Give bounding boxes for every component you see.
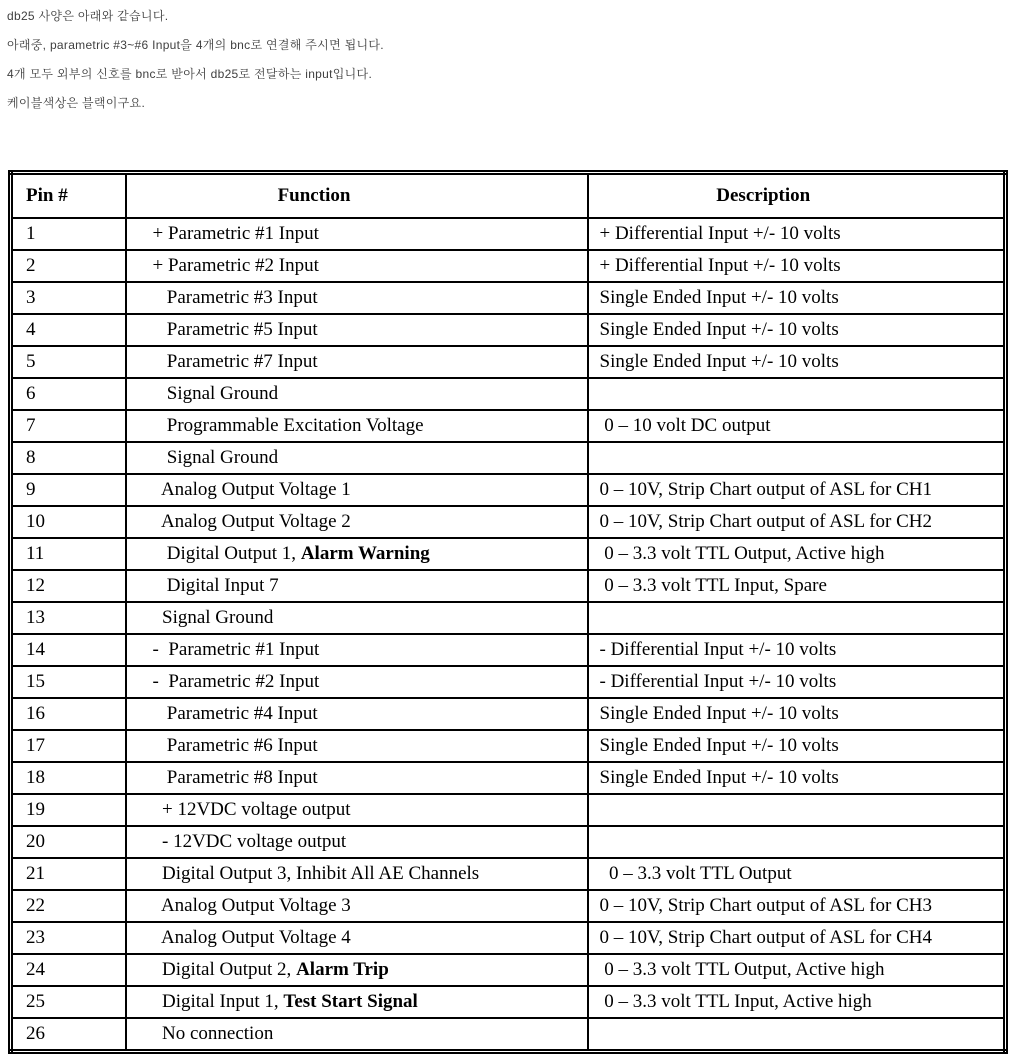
pin-cell: 3 (11, 282, 126, 314)
function-cell: Parametric #5 Input (126, 314, 588, 346)
table-row (11, 954, 1006, 986)
pin-cell: 22 (11, 890, 126, 922)
description-cell: Single Ended Input +/- 10 volts (588, 698, 1006, 730)
description-cell: 0 – 3.3 volt TTL Input, Active high (588, 986, 1006, 1018)
table-header-row (11, 173, 1006, 219)
description-cell: + Differential Input +/- 10 volts (588, 250, 1006, 282)
pin-cell: 10 (11, 506, 126, 538)
table-row (11, 794, 1006, 826)
function-cell: Parametric #6 Input (126, 730, 588, 762)
function-cell: + Parametric #2 Input (126, 250, 588, 282)
function-cell: Digital Output 2, Alarm Trip (126, 954, 588, 986)
description-cell: 0 – 3.3 volt TTL Input, Spare (588, 570, 1006, 602)
function-cell: No connection (126, 1018, 588, 1052)
pin-cell: 14 (11, 634, 126, 666)
description-cell (588, 442, 1006, 474)
function-cell: Signal Ground (126, 442, 588, 474)
description-cell: 0 – 10V, Strip Chart output of ASL for CH1 (588, 474, 1006, 506)
table-row (11, 218, 1006, 250)
description-cell (588, 378, 1006, 410)
table-row (11, 1018, 1006, 1052)
pin-cell: 24 (11, 954, 126, 986)
pin-cell: 23 (11, 922, 126, 954)
table-row (11, 570, 1006, 602)
pin-cell: 6 (11, 378, 126, 410)
function-cell: Programmable Excitation Voltage (126, 410, 588, 442)
table-row (11, 506, 1006, 538)
pin-cell: 9 (11, 474, 126, 506)
pin-cell: 8 (11, 442, 126, 474)
description-cell: Single Ended Input +/- 10 volts (588, 730, 1006, 762)
function-cell: + 12VDC voltage output (126, 794, 588, 826)
intro-line-3: 4개 모두 외부의 신호를 bnc로 받아서 db25로 전달하는 input입니다. (7, 67, 373, 81)
pin-cell: 7 (11, 410, 126, 442)
description-cell: 0 – 10V, Strip Chart output of ASL for CH2 (588, 506, 1006, 538)
table-row (11, 826, 1006, 858)
description-cell: Single Ended Input +/- 10 volts (588, 314, 1006, 346)
function-cell: Digital Output 1, Alarm Warning (126, 538, 588, 570)
header-pin: Pin # (11, 173, 126, 219)
header-description: Description (588, 173, 1006, 219)
pin-cell: 13 (11, 602, 126, 634)
description-cell: Single Ended Input +/- 10 volts (588, 346, 1006, 378)
table-row (11, 922, 1006, 954)
function-cell: Digital Input 1, Test Start Signal (126, 986, 588, 1018)
intro-line-2: 아래중, parametric #3~#6 Input을 4개의 bnc로 연결해 주시면 됩니다. (7, 38, 384, 52)
pin-cell: 16 (11, 698, 126, 730)
table-row (11, 634, 1006, 666)
table-row (11, 474, 1006, 506)
pin-cell: 15 (11, 666, 126, 698)
intro-line-4: 케이블색상은 블랙이구요. (7, 96, 146, 110)
function-cell: Digital Output 3, Inhibit All AE Channels (126, 858, 588, 890)
description-cell (588, 826, 1006, 858)
function-cell: Analog Output Voltage 3 (126, 890, 588, 922)
table-row (11, 730, 1006, 762)
description-cell: 0 – 10V, Strip Chart output of ASL for CH4 (588, 922, 1006, 954)
pin-cell: 26 (11, 1018, 126, 1052)
table-row (11, 538, 1006, 570)
function-cell: Parametric #3 Input (126, 282, 588, 314)
table-row (11, 698, 1006, 730)
table-row (11, 250, 1006, 282)
pin-cell: 18 (11, 762, 126, 794)
table-row (11, 314, 1006, 346)
pin-cell: 25 (11, 986, 126, 1018)
pin-cell: 2 (11, 250, 126, 282)
function-cell: Signal Ground (126, 378, 588, 410)
function-cell: - Parametric #1 Input (126, 634, 588, 666)
description-cell: Single Ended Input +/- 10 volts (588, 762, 1006, 794)
function-cell: - Parametric #2 Input (126, 666, 588, 698)
description-cell: 0 – 3.3 volt TTL Output, Active high (588, 538, 1006, 570)
description-cell: + Differential Input +/- 10 volts (588, 218, 1006, 250)
table-row (11, 890, 1006, 922)
intro-line-1: db25 사양은 아래와 같습니다. (7, 9, 169, 23)
description-cell: - Differential Input +/- 10 volts (588, 634, 1006, 666)
function-cell: - 12VDC voltage output (126, 826, 588, 858)
function-cell: Parametric #8 Input (126, 762, 588, 794)
table-row (11, 346, 1006, 378)
table-row (11, 282, 1006, 314)
header-function: Function (126, 173, 588, 219)
function-cell: Parametric #4 Input (126, 698, 588, 730)
pin-table (8, 170, 1008, 1054)
function-bold-label: Alarm Trip (296, 959, 389, 980)
table-row (11, 986, 1006, 1018)
description-cell: 0 – 3.3 volt TTL Output, Active high (588, 954, 1006, 986)
pin-cell: 4 (11, 314, 126, 346)
description-cell (588, 1018, 1006, 1052)
function-bold-label: Alarm Warning (300, 543, 430, 564)
table-row (11, 602, 1006, 634)
description-cell: Single Ended Input +/- 10 volts (588, 282, 1006, 314)
pin-cell: 11 (11, 538, 126, 570)
pin-cell: 20 (11, 826, 126, 858)
description-cell: - Differential Input +/- 10 volts (588, 666, 1006, 698)
function-cell: Analog Output Voltage 1 (126, 474, 588, 506)
function-cell: + Parametric #1 Input (126, 218, 588, 250)
description-cell (588, 794, 1006, 826)
function-cell: Analog Output Voltage 2 (126, 506, 588, 538)
function-cell: Parametric #7 Input (126, 346, 588, 378)
function-cell: Analog Output Voltage 4 (126, 922, 588, 954)
description-cell: 0 – 10 volt DC output (588, 410, 1006, 442)
pin-table-body (11, 218, 1006, 1052)
table-row (11, 378, 1006, 410)
table-row (11, 762, 1006, 794)
table-row (11, 442, 1006, 474)
intro-text (0, 0, 1013, 126)
table-row (11, 410, 1006, 442)
description-cell: 0 – 10V, Strip Chart output of ASL for CH3 (588, 890, 1006, 922)
description-cell (588, 602, 1006, 634)
function-cell: Digital Input 7 (126, 570, 588, 602)
pin-cell: 19 (11, 794, 126, 826)
pin-cell: 12 (11, 570, 126, 602)
table-row (11, 666, 1006, 698)
pin-cell: 17 (11, 730, 126, 762)
pin-cell: 21 (11, 858, 126, 890)
table-row (11, 858, 1006, 890)
function-bold-label: Test Start Signal (283, 991, 418, 1012)
description-cell: 0 – 3.3 volt TTL Output (588, 858, 1006, 890)
function-cell: Signal Ground (126, 602, 588, 634)
pin-cell: 1 (11, 218, 126, 250)
pin-cell: 5 (11, 346, 126, 378)
